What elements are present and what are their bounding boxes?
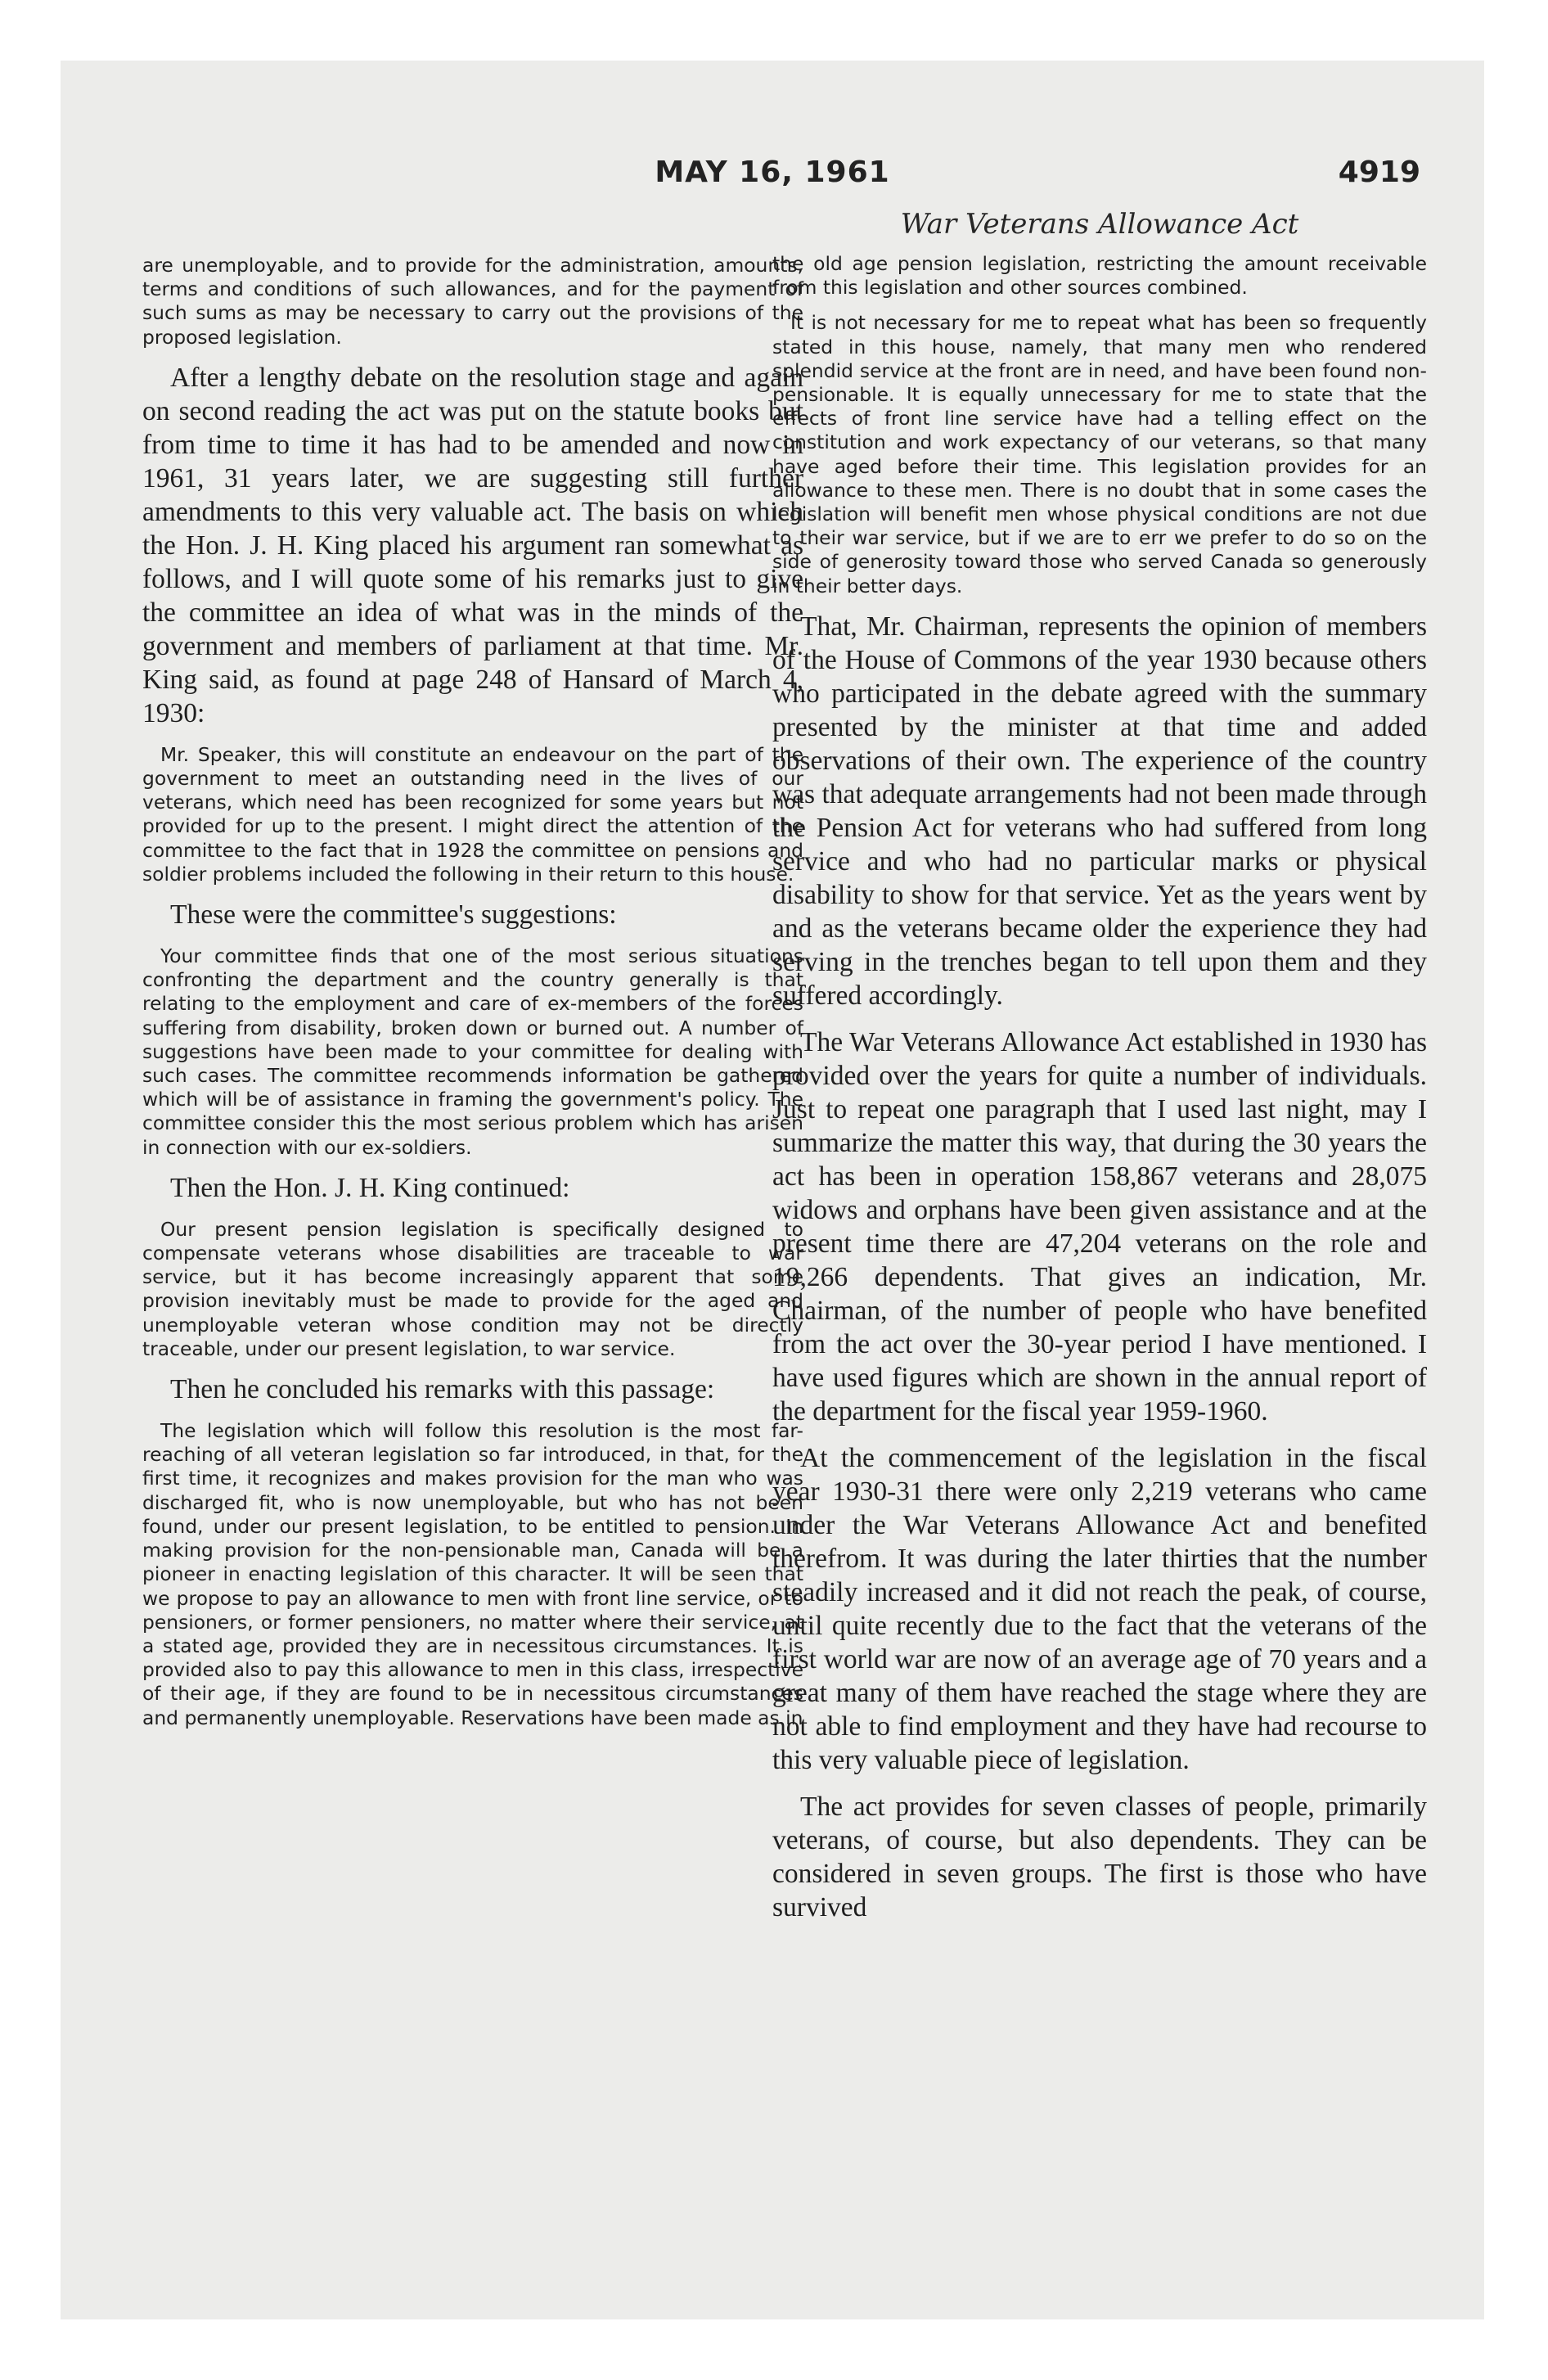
paragraph: That, Mr. Chairman, represents the opinion of members of the House of Commons of the year 1930 because others who participated in the debate agreed with the summary presented by the minister at that time and added observations of their own. The experience of the country was that adequate arrangements had not been made through the Pension Act for veterans who had suffered from long service and who had no particular marks or physical disability to show for that service. Yet as the years went by and as the veterans became older the experience they had serving in the trenches began to tell upon them and they suffered accordingly. bbox=[772, 611, 1427, 1011]
paragraph: Then the Hon. J. H. King continued: bbox=[170, 1172, 570, 1203]
paragraph: The War Veterans Allowance Act established in 1930 has provided over the years for quite a number of individuals. Just to repeat one paragraph that I used last night, may I summarize the matter this way, that during the 30 years the act has been in operation 158,867 veterans and 28,075 widows and orphans have been given assistance and at the present time there are 47,204 veterans on the role and 19,266 dependents. That gives an indication, Mr. Chairman, of the number of people who have benefited from the act over the 30-year period I have mentioned. I have used figures which are shown in the annual report of the department for the fiscal year 1959-1960. bbox=[772, 1026, 1427, 1427]
paragraph: At the commencement of the legislation in the fiscal year 1930-31 there were only 2,219 veterans who came under the War Veterans Allowance Act and benefited therefrom. It was during the later thirties that the number steadily increased and it did not reach the peak, of course, until quite recently due to the fact that the veterans of the first world war are now of an average age of 70 years and a great many of them have reached the stage where they are not able to find employment and they have had recourse to this very valuable piece of legislation. bbox=[772, 1442, 1427, 1775]
paragraph: The act provides for seven classes of people, primarily veterans, of course, but also dependents. They can be considered in seven groups. The first is those who have survived bbox=[772, 1791, 1427, 1922]
paragraph: are unemployable, and to provide for the administration, amounts, terms and conditions of such allowances, and for the payment of such sums as may be necessary to carry out the provisions of the proposed legislation. bbox=[142, 254, 803, 349]
page-sheet bbox=[61, 61, 1484, 2319]
right-column bbox=[772, 208, 1427, 1937]
quoted-paragraph: Mr. Speaker, this will constitute an endeavour on the part of the government to meet an outstanding need in the lives of our veterans, which need has been recognized for some years but not provided for up to the present. I might direct the attention of the committee to the fact that in 1928 the committee on pensions and soldier problems included the following in their return to this house. bbox=[142, 742, 803, 886]
left-column bbox=[142, 254, 803, 1742]
quoted-paragraph: the old age pension legislation, restricting the amount receivable from this legislation and other sources combined. bbox=[772, 252, 1427, 300]
paragraph: These were the committee's suggestions: bbox=[170, 899, 617, 931]
quoted-paragraph: It is not necessary for me to repeat what has been so frequently stated in this house, namely, that many men who rendered splendid service at the front are in need, and have been found non-pensionable. It is equally unnecessary for me to state that the effects of front line service have had a telling effect on the constitution and work expectancy of our veterans, so that many have aged before their time. This legislation provides for an allowance to these men. There is no doubt that in some cases the legislation will benefit men whose physical conditions are not due to their war service, but if we are to err we prefer to do so on the side of generosity toward those who served Canada so generously in their better days. bbox=[772, 311, 1427, 597]
quoted-paragraph: Our present pension legislation is specifically designed to compensate veterans whose disabilities are traceable to war service, but it has become increasingly apparent that some provision inevitably must be made to provide for the aged and unemployable veteran whose condition may not be directly traceable, under our present legislation, to war service. bbox=[142, 1217, 803, 1360]
paragraph: Then he concluded his remarks with this passage: bbox=[170, 1374, 715, 1405]
page-number: 4919 bbox=[1338, 156, 1420, 189]
page-date: MAY 16, 1961 bbox=[655, 156, 890, 189]
running-title: War Veterans Allowance Act bbox=[900, 208, 1299, 241]
paragraph: After a lengthy debate on the resolution stage and again on second reading the act was put on the statute books but from time to time it has had to be amended and now in 1961, 31 years later, we are suggesting still further amendments to this very valuable act. The basis on which the Hon. J. H. King placed his argument ran somewhat as follows, and I will quote some of his remarks just to give the committee an idea of what was in the minds of the government and members of parliament at that time. Mr. King said, as found at page 248 of Hansard of March 4, 1930: bbox=[142, 362, 803, 728]
quoted-paragraph: The legislation which will follow this resolution is the most far-reaching of all veteran legislation so far introduced, in that, for the first time, it recognizes and makes provision for the man who was discharged fit, who is now unemployable, but who has not been found, under our present legislation, to be entitled to pension. In making provision for the non-pensionable man, Canada will be a pioneer in enacting legislation of this character. It will be seen that we propose to pay an allowance to men with front line service, or to pensioners, or former pensioners, no matter where their service, at a stated age, provided they are in necessitous circumstances. It is provided also to pay this allowance to men in this class, irrespective of their age, if they are found to be in necessitous circumstances and permanently unemployable. Reservations have been made as in bbox=[142, 1419, 803, 1729]
page-header bbox=[61, 156, 1484, 205]
quoted-paragraph: Your committee finds that one of the most serious situations confronting the department and the country generally is that relating to the employment and care of ex-members of the forces suffering from disability, broken down or burned out. A number of suggestions have been made to your committee for dealing with such cases. The committee recommends information be gathered which will be of assistance in framing the government's policy. The committee consider this the most serious problem which has arisen in connection with our ex-soldiers. bbox=[142, 944, 803, 1159]
